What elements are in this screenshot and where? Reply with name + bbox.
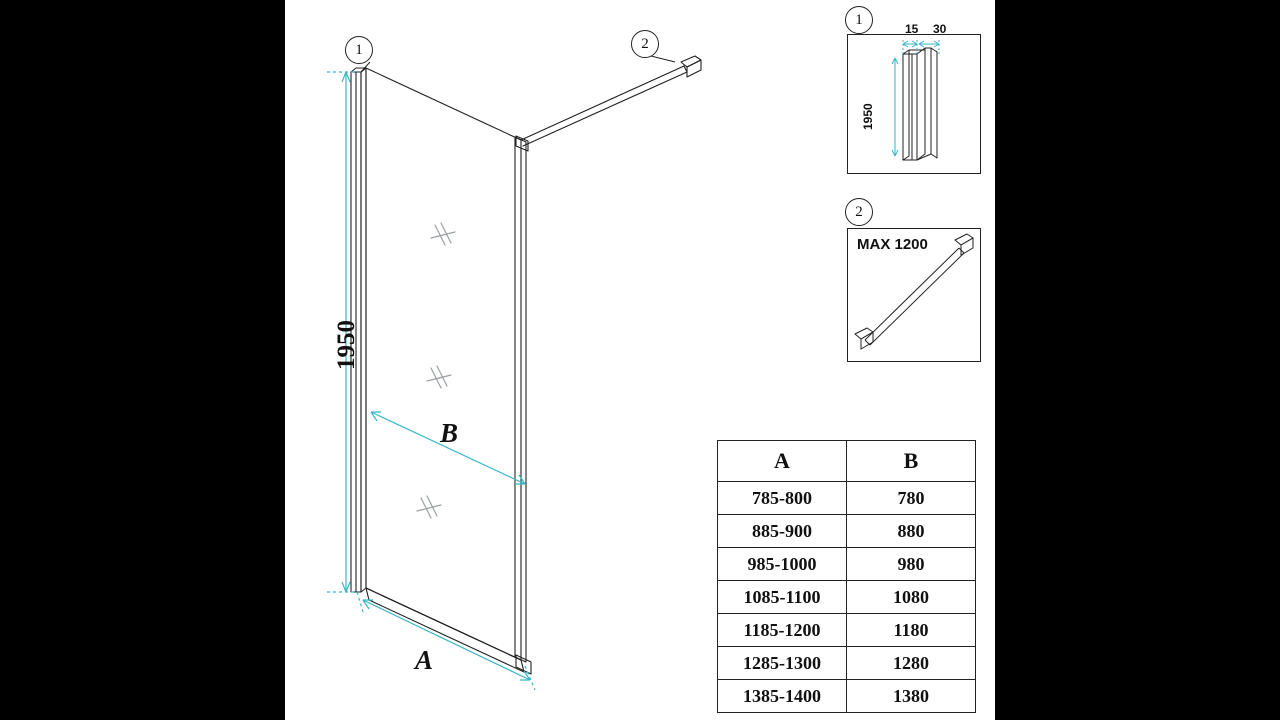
dimension-table bbox=[717, 440, 976, 713]
detail-1-dim-1950-text: 1950 bbox=[861, 103, 875, 130]
table-row bbox=[718, 680, 976, 713]
table-cell-b: 980 bbox=[847, 548, 976, 581]
table-row bbox=[718, 548, 976, 581]
table-cell-b: 1280 bbox=[847, 647, 976, 680]
detail-1-badge-label: 1 bbox=[855, 11, 863, 28]
detail-2-badge bbox=[845, 198, 873, 226]
callout-badge-1-label: 1 bbox=[355, 41, 363, 58]
detail-2-max-note: MAX 1200 bbox=[857, 236, 928, 253]
table-cell-b: 1380 bbox=[847, 680, 976, 713]
table-cell-b: 1080 bbox=[847, 581, 976, 614]
detail-1-dim-15: 15 bbox=[905, 22, 919, 36]
table-row bbox=[718, 614, 976, 647]
table-cell-b: 780 bbox=[847, 482, 976, 515]
table-row bbox=[718, 482, 976, 515]
table-header-b: B bbox=[847, 441, 976, 482]
table-cell-a: 985-1000 bbox=[718, 548, 847, 581]
table-row bbox=[718, 515, 976, 548]
drawing-sheet bbox=[285, 0, 995, 720]
table-header-row bbox=[718, 441, 976, 482]
detail-1-dim-30: 30 bbox=[933, 22, 947, 36]
main-height-label: 1950 bbox=[333, 320, 360, 370]
table-cell-a: 885-900 bbox=[718, 515, 847, 548]
table-header-a: A bbox=[718, 441, 847, 482]
table-cell-a: 1085-1100 bbox=[718, 581, 847, 614]
detail-1-dim-1950 bbox=[861, 103, 875, 130]
overall-width-label-a: A bbox=[415, 645, 434, 675]
table-cell-b: 1180 bbox=[847, 614, 976, 647]
callout-badge-2 bbox=[631, 30, 659, 58]
detail-2-badge-label: 2 bbox=[855, 203, 863, 220]
table-row bbox=[718, 647, 976, 680]
table-cell-a: 1385-1400 bbox=[718, 680, 847, 713]
table-cell-b: 880 bbox=[847, 515, 976, 548]
glass-width-label-b: B bbox=[440, 418, 459, 448]
callout-badge-1 bbox=[345, 36, 373, 64]
table-cell-a: 1185-1200 bbox=[718, 614, 847, 647]
table-cell-a: 785-800 bbox=[718, 482, 847, 515]
detail-1-badge bbox=[845, 6, 873, 34]
table-cell-a: 1285-1300 bbox=[718, 647, 847, 680]
callout-badge-2-label: 2 bbox=[641, 35, 649, 52]
table-row bbox=[718, 581, 976, 614]
